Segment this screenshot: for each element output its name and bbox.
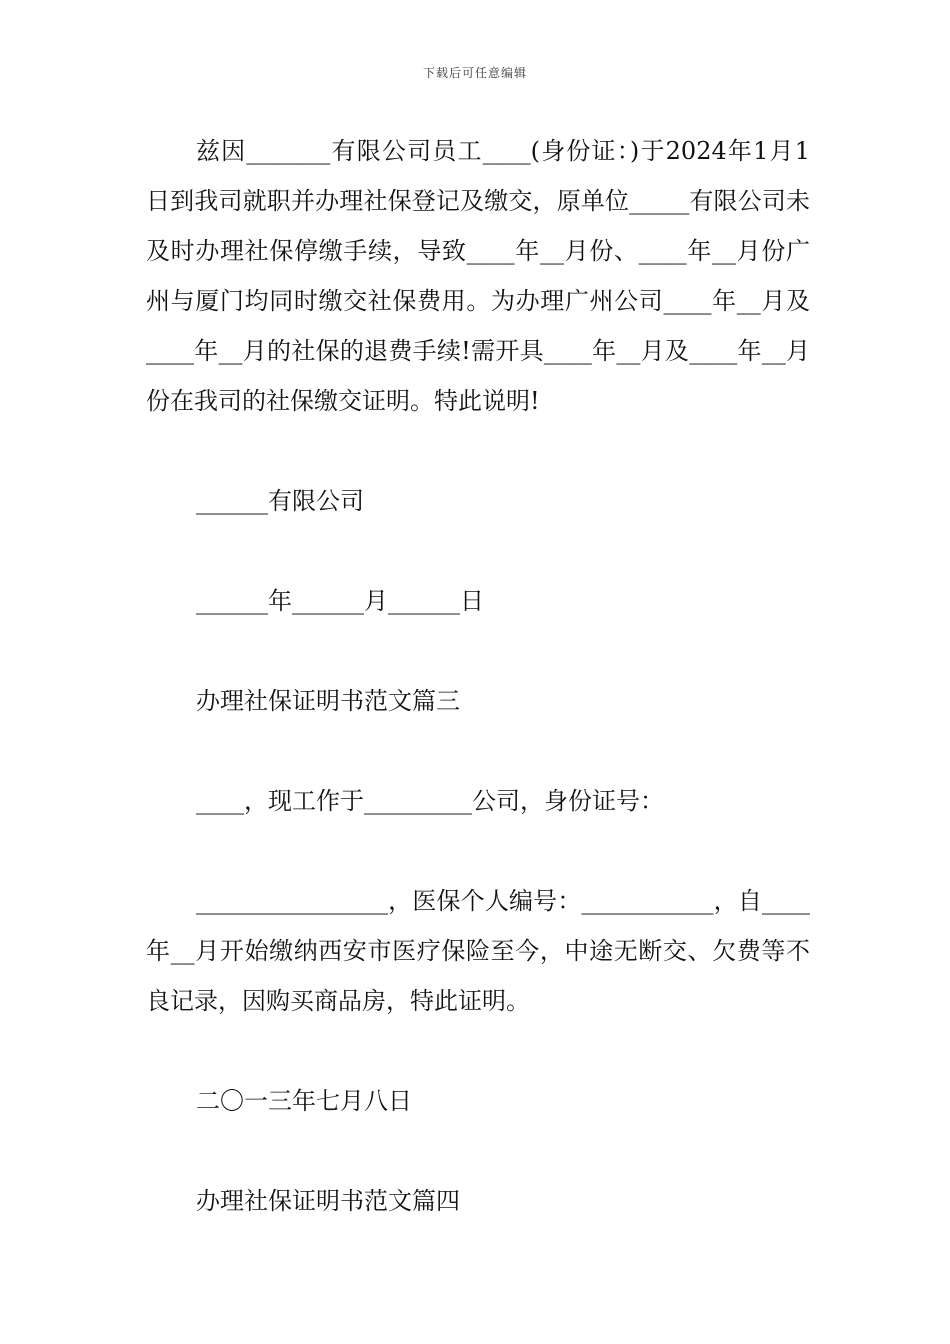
paragraph-spacer [146, 1126, 810, 1176]
paragraph-spacer [146, 426, 810, 476]
certificate-date: 二〇一三年七月八日 [196, 1087, 412, 1115]
page-header: 下载后可任意编辑 [422, 66, 527, 80]
section-heading-3: 办理社保证明书范文篇三 [196, 687, 460, 715]
paragraph-insurance-certificate: ________________，医保个人编号：___________，自____年__月开始缴纳西安市医疗保险至今，中途无断交、欠费等不良记录，因购买商品房，特此证明。 [146, 887, 810, 1015]
company-signature: ______有限公司 [196, 487, 364, 515]
paragraph-employee-intro: ____，现工作于_________公司，身份证号： [196, 787, 664, 815]
signature-date: ______年______月______日 [196, 587, 484, 615]
paragraph-spacer [146, 826, 810, 876]
paragraph-spacer [146, 526, 810, 576]
paragraph-spacer [146, 726, 810, 776]
paragraph-spacer [146, 1026, 810, 1076]
paragraph-explanation: 兹因_______有限公司员工____(身份证：)于2024年1月1日到我司就职并办理社保登记及缴交，原单位_____有限公司未及时办理社保停缴手续，导致____年__月份、____年__月份广州与厦门均同时缴交社保费用。为办理广州公司____年__月及____年__月的社保的退费手续!需开具____年__月及____年__月份在我司的社保缴交证明。特此说明! [146, 137, 810, 415]
section-heading-4: 办理社保证明书范文篇四 [196, 1187, 460, 1215]
document-body [146, 126, 810, 1226]
paragraph-spacer [146, 626, 810, 676]
